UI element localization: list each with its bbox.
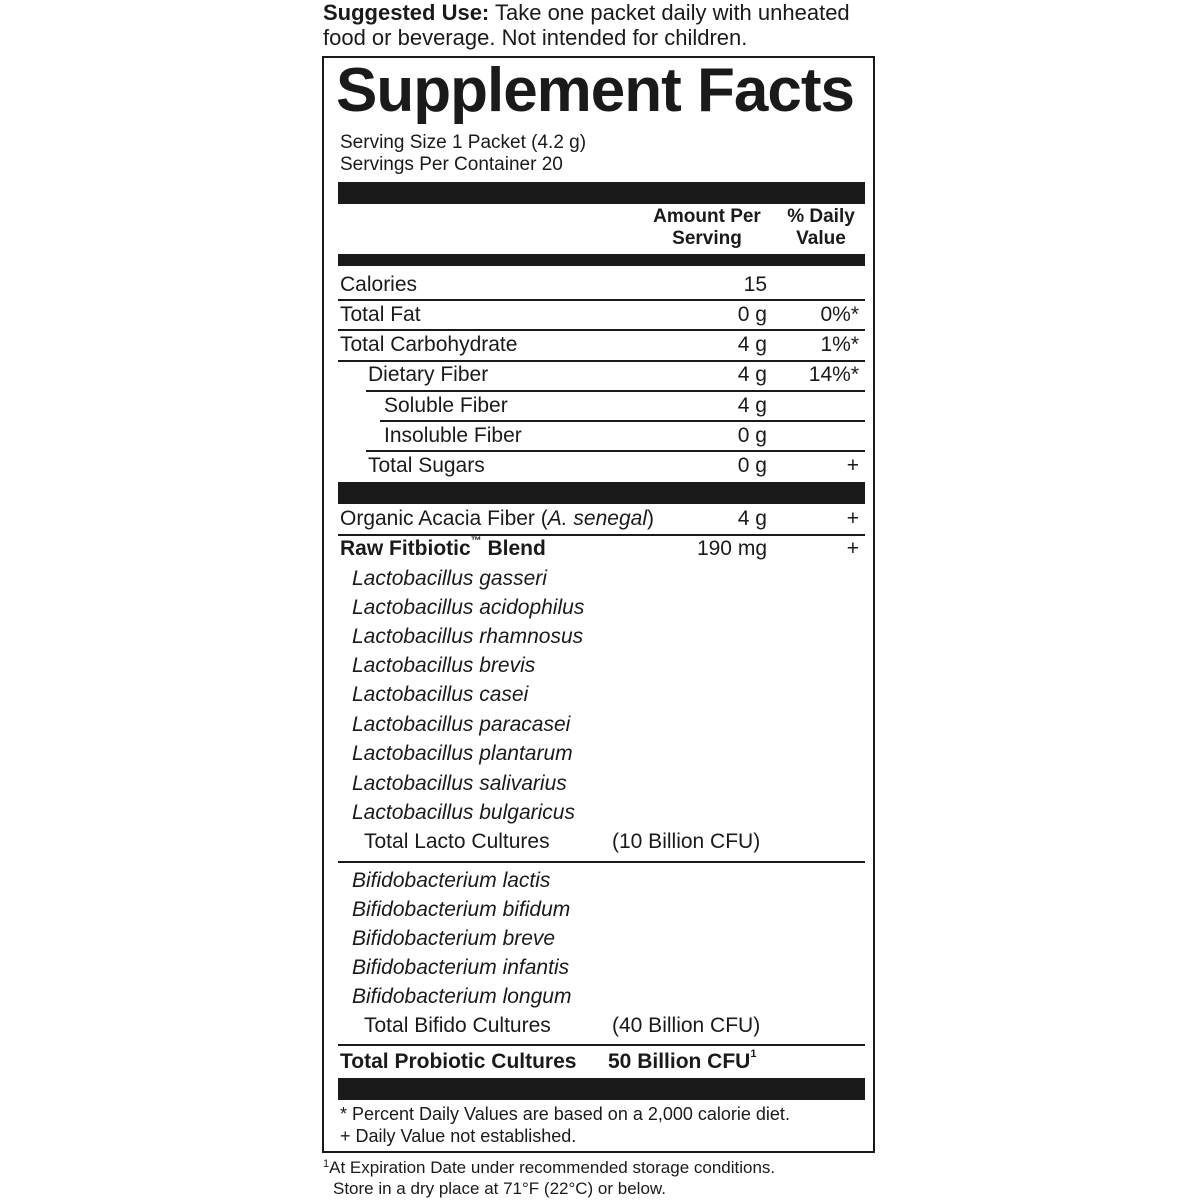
suggested-use-text: Take one packet daily with unheated <box>489 0 850 25</box>
row-divider <box>338 1044 865 1046</box>
probiotic-total-amount: 50 Billion CFU$^1$ <box>608 1048 757 1073</box>
strain-item: Lactobacillus brevis <box>352 654 536 677</box>
nutrient-amount: 15 <box>743 273 767 296</box>
suggested-use <box>323 0 883 50</box>
nutrient-amount: 0 g <box>737 454 767 477</box>
strain-item: Lactobacillus gasseri <box>352 567 547 590</box>
blend-dv: + <box>846 537 859 560</box>
nutrient-dv: + <box>846 454 859 477</box>
blend-row <box>324 534 877 564</box>
nutrient-label: Insoluble Fiber <box>384 424 522 447</box>
blend-label: Raw Fitbiotic™ Blend <box>340 535 546 560</box>
bifido-total-amount: (40 Billion CFU) <box>612 1014 761 1037</box>
nutrient-row <box>324 451 877 481</box>
acacia-fiber-row <box>324 504 877 534</box>
strain-item: Lactobacillus paracasei <box>352 713 571 736</box>
nutrient-row <box>324 270 877 300</box>
storage-note-line1: At Expiration Date under recommended storage conditions. <box>329 1158 776 1177</box>
bifido-total-label: Total Bifido Cultures <box>364 1014 551 1037</box>
suggested-use-label: Suggested Use: <box>323 0 490 25</box>
nutrient-amount: 0 g <box>737 303 767 326</box>
acacia-dv: + <box>846 507 859 530</box>
storage-note-line2: Store in a dry place at 71°F (22°C) or below. <box>333 1179 666 1198</box>
lacto-total-amount: (10 Billion CFU) <box>612 830 761 853</box>
nutrient-amount: 4 g <box>737 333 767 356</box>
nutrient-row <box>324 391 877 421</box>
header-amount-per-serving: Amount Per Serving <box>653 206 761 249</box>
row-divider <box>338 861 865 863</box>
strain-item: Lactobacillus bulgaricus <box>352 801 575 824</box>
strain-item: Lactobacillus salivarius <box>352 772 567 795</box>
servings-per-container: Servings Per Container 20 <box>340 154 563 175</box>
nutrient-label: Calories <box>340 273 418 296</box>
strain-item: Bifidobacterium bifidum <box>352 898 571 921</box>
serving-size: Serving Size 1 Packet (4.2 g) <box>340 132 587 153</box>
strain-item: Lactobacillus plantarum <box>352 742 573 765</box>
nutrient-dv: 14%* <box>808 363 859 386</box>
header-daily-value: % Daily Value <box>787 206 855 249</box>
thick-divider <box>338 182 865 204</box>
strain-item: Lactobacillus rhamnosus <box>352 625 584 648</box>
nutrient-label: Dietary Fiber <box>368 363 489 386</box>
nutrient-amount: 4 g <box>737 363 767 386</box>
footnote-not-established: + Daily Value not established. <box>340 1126 577 1146</box>
nutrient-row <box>324 360 877 390</box>
medium-divider <box>338 254 865 266</box>
strain-item: Lactobacillus casei <box>352 683 529 706</box>
strain-item: Bifidobacterium lactis <box>352 869 551 892</box>
lacto-total-label: Total Lacto Cultures <box>364 830 550 853</box>
panel-title: Supplement Facts <box>336 56 854 125</box>
nutrient-label: Total Fat <box>340 303 421 326</box>
nutrient-label: Soluble Fiber <box>384 394 508 417</box>
nutrient-row <box>324 421 877 451</box>
strain-item: Lactobacillus acidophilus <box>352 596 585 619</box>
supplement-facts-panel <box>322 56 875 1153</box>
nutrient-amount: 0 g <box>737 424 767 447</box>
nutrient-dv: 0%* <box>820 303 859 326</box>
nutrient-row <box>324 330 877 360</box>
nutrient-amount: 4 g <box>737 394 767 417</box>
blend-amount: 190 mg <box>696 537 767 560</box>
strain-item: Bifidobacterium breve <box>352 927 556 950</box>
probiotic-total-label: Total Probiotic Cultures <box>340 1050 577 1073</box>
suggested-use-text-2: food or beverage. Not intended for children. <box>323 25 748 50</box>
thick-divider <box>338 482 865 504</box>
acacia-label: Organic Acacia Fiber (A. senegal) <box>340 507 654 530</box>
storage-note: $^1$At Expiration Date under recommended storage conditions. Store in a dry place at 71°F (22°C) or below. <box>323 1158 776 1198</box>
nutrient-label: Total Sugars <box>368 454 485 477</box>
probiotic-total-row <box>324 1047 877 1077</box>
acacia-amount: 4 g <box>737 507 767 530</box>
nutrient-dv: 1%* <box>820 333 859 356</box>
footnote-daily-value: * Percent Daily Values are based on a 2,000 calorie diet. <box>340 1104 790 1124</box>
thick-divider <box>338 1078 865 1100</box>
strain-item: Bifidobacterium infantis <box>352 956 570 979</box>
strain-item: Bifidobacterium longum <box>352 985 572 1008</box>
nutrient-row <box>324 300 877 330</box>
nutrient-label: Total Carbohydrate <box>340 333 518 356</box>
